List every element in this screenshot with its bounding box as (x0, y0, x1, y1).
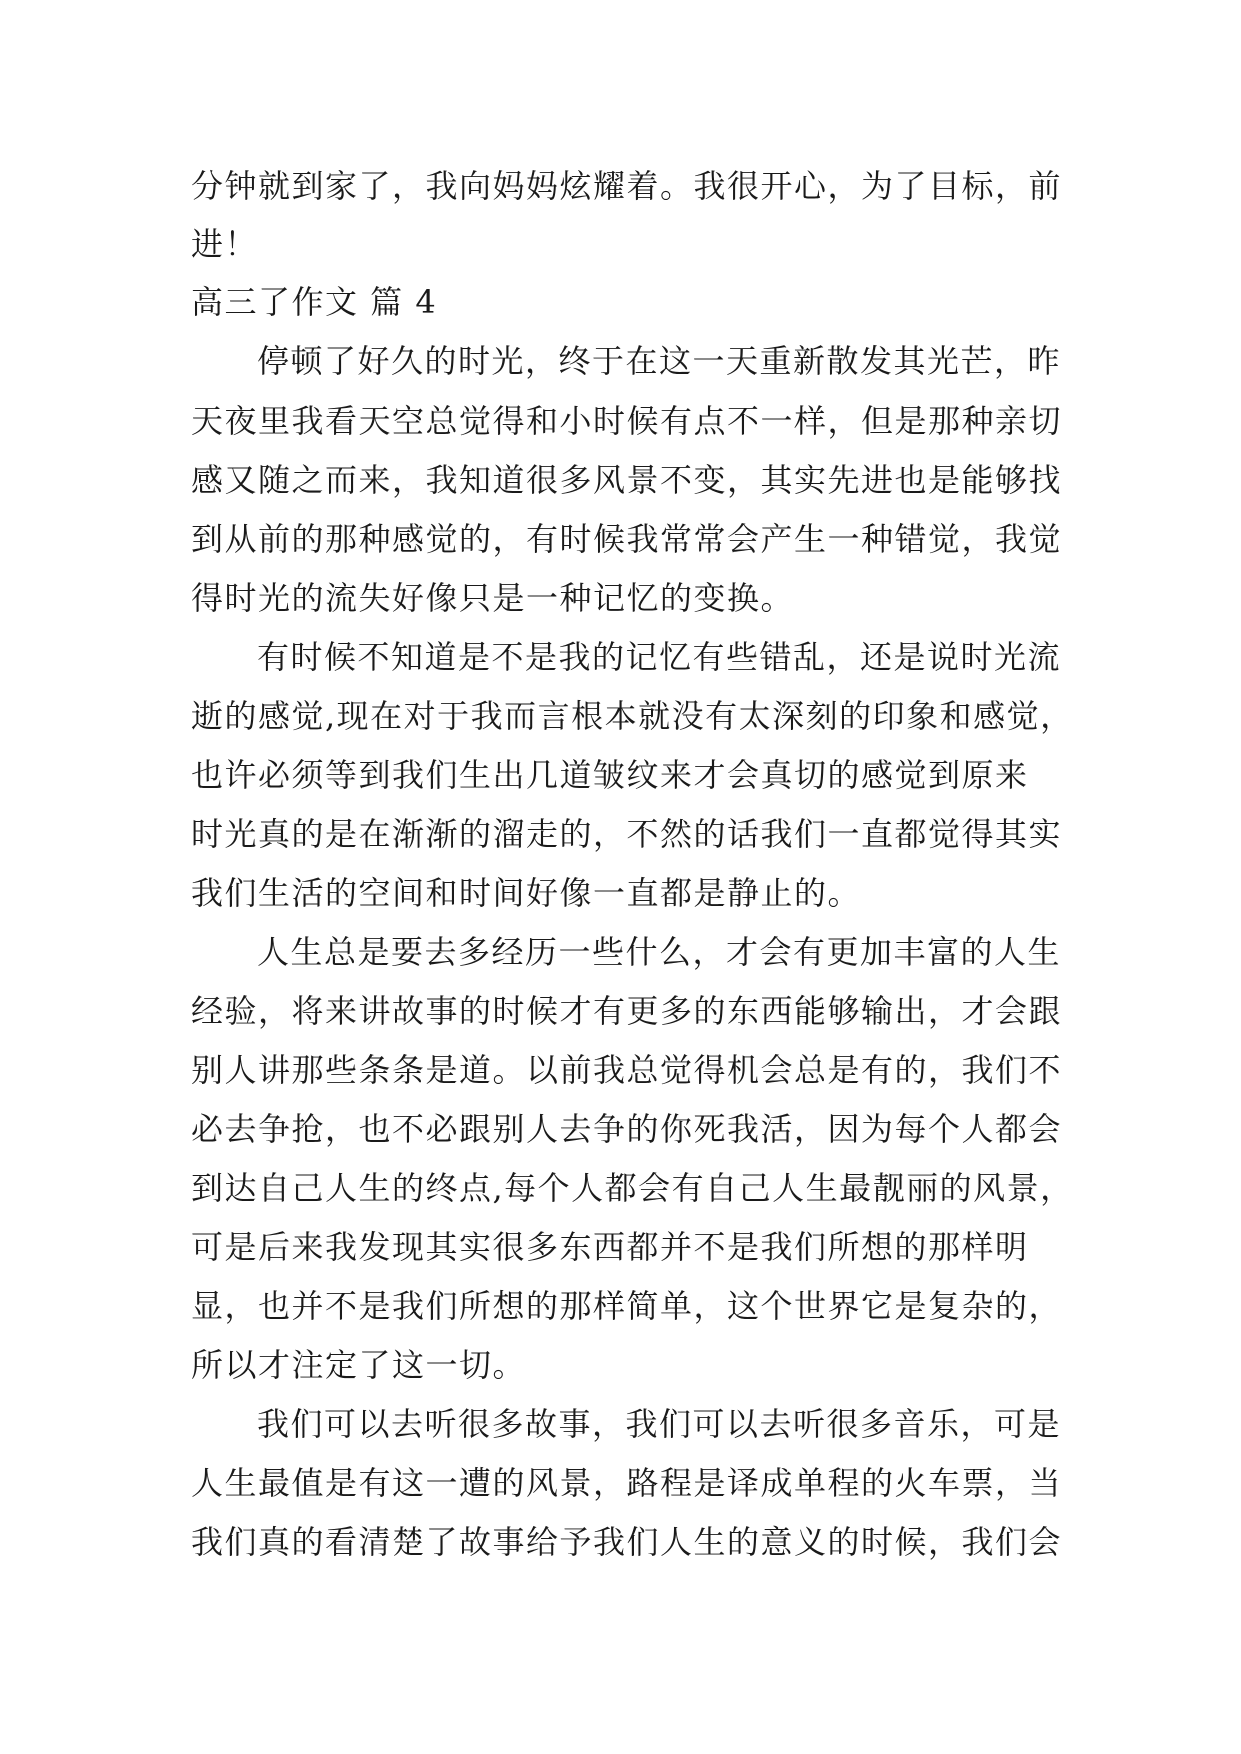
paragraph-start: 有时候不知道是不是我的记忆有些错乱，还是说时光流 (257, 638, 1062, 676)
text-line: 进！ (191, 225, 259, 263)
text-line: 也许必须等到我们生出几道皱纹来才会真切的感觉到原来 (191, 756, 1029, 794)
text-line: 逝的感觉,现在对于我而言根本就没有太深刻的印象和感觉， (191, 697, 1074, 735)
text-line: 别人讲那些条条是道。以前我总觉得机会总是有的，我们不 (191, 1051, 1063, 1089)
text-line: 到从前的那种感觉的，有时候我常常会产生一种错觉，我觉 (191, 520, 1063, 558)
text-line: 必去争抢，也不必跟别人去争的你死我活，因为每个人都会 (191, 1110, 1063, 1148)
paragraph-start: 停顿了好久的时光，终于在这一天重新散发其光芒，昨 (257, 342, 1062, 380)
text-line: 得时光的流失好像只是一种记忆的变换。 (191, 579, 795, 617)
section-heading: 高三了作文 篇 4 (191, 283, 438, 321)
paragraph-start: 人生总是要去多经历一些什么，才会有更加丰富的人生 (257, 933, 1062, 971)
text-line: 人生最值是有这一遭的风景，路程是译成单程的火车票，当 (191, 1464, 1063, 1502)
text-line: 所以才注定了这一切。 (191, 1346, 527, 1384)
text-line: 天夜里我看天空总觉得和小时候有点不一样，但是那种亲切 (191, 402, 1063, 440)
text-line: 时光真的是在渐渐的溜走的，不然的话我们一直都觉得其实 (191, 815, 1063, 853)
text-line: 可是后来我发现其实很多东西都并不是我们所想的那样明 (191, 1228, 1029, 1266)
text-line: 到达自己人生的终点,每个人都会有自己人生最靓丽的风景， (191, 1169, 1074, 1207)
paragraph-start: 我们可以去听很多故事，我们可以去听很多音乐，可是 (257, 1405, 1062, 1443)
text-line: 我们生活的空间和时间好像一直都是静止的。 (191, 874, 862, 912)
text-line: 分钟就到家了，我向妈妈炫耀着。我很开心，为了目标，前 (191, 167, 1063, 205)
text-line: 显，也并不是我们所想的那样简单，这个世界它是复杂的， (191, 1287, 1063, 1325)
text-line: 经验，将来讲故事的时候才有更多的东西能够输出，才会跟 (191, 992, 1063, 1030)
text-line: 我们真的看清楚了故事给予我们人生的意义的时候，我们会 (191, 1523, 1063, 1561)
text-line: 感又随之而来，我知道很多风景不变，其实先进也是能够找 (191, 461, 1063, 499)
